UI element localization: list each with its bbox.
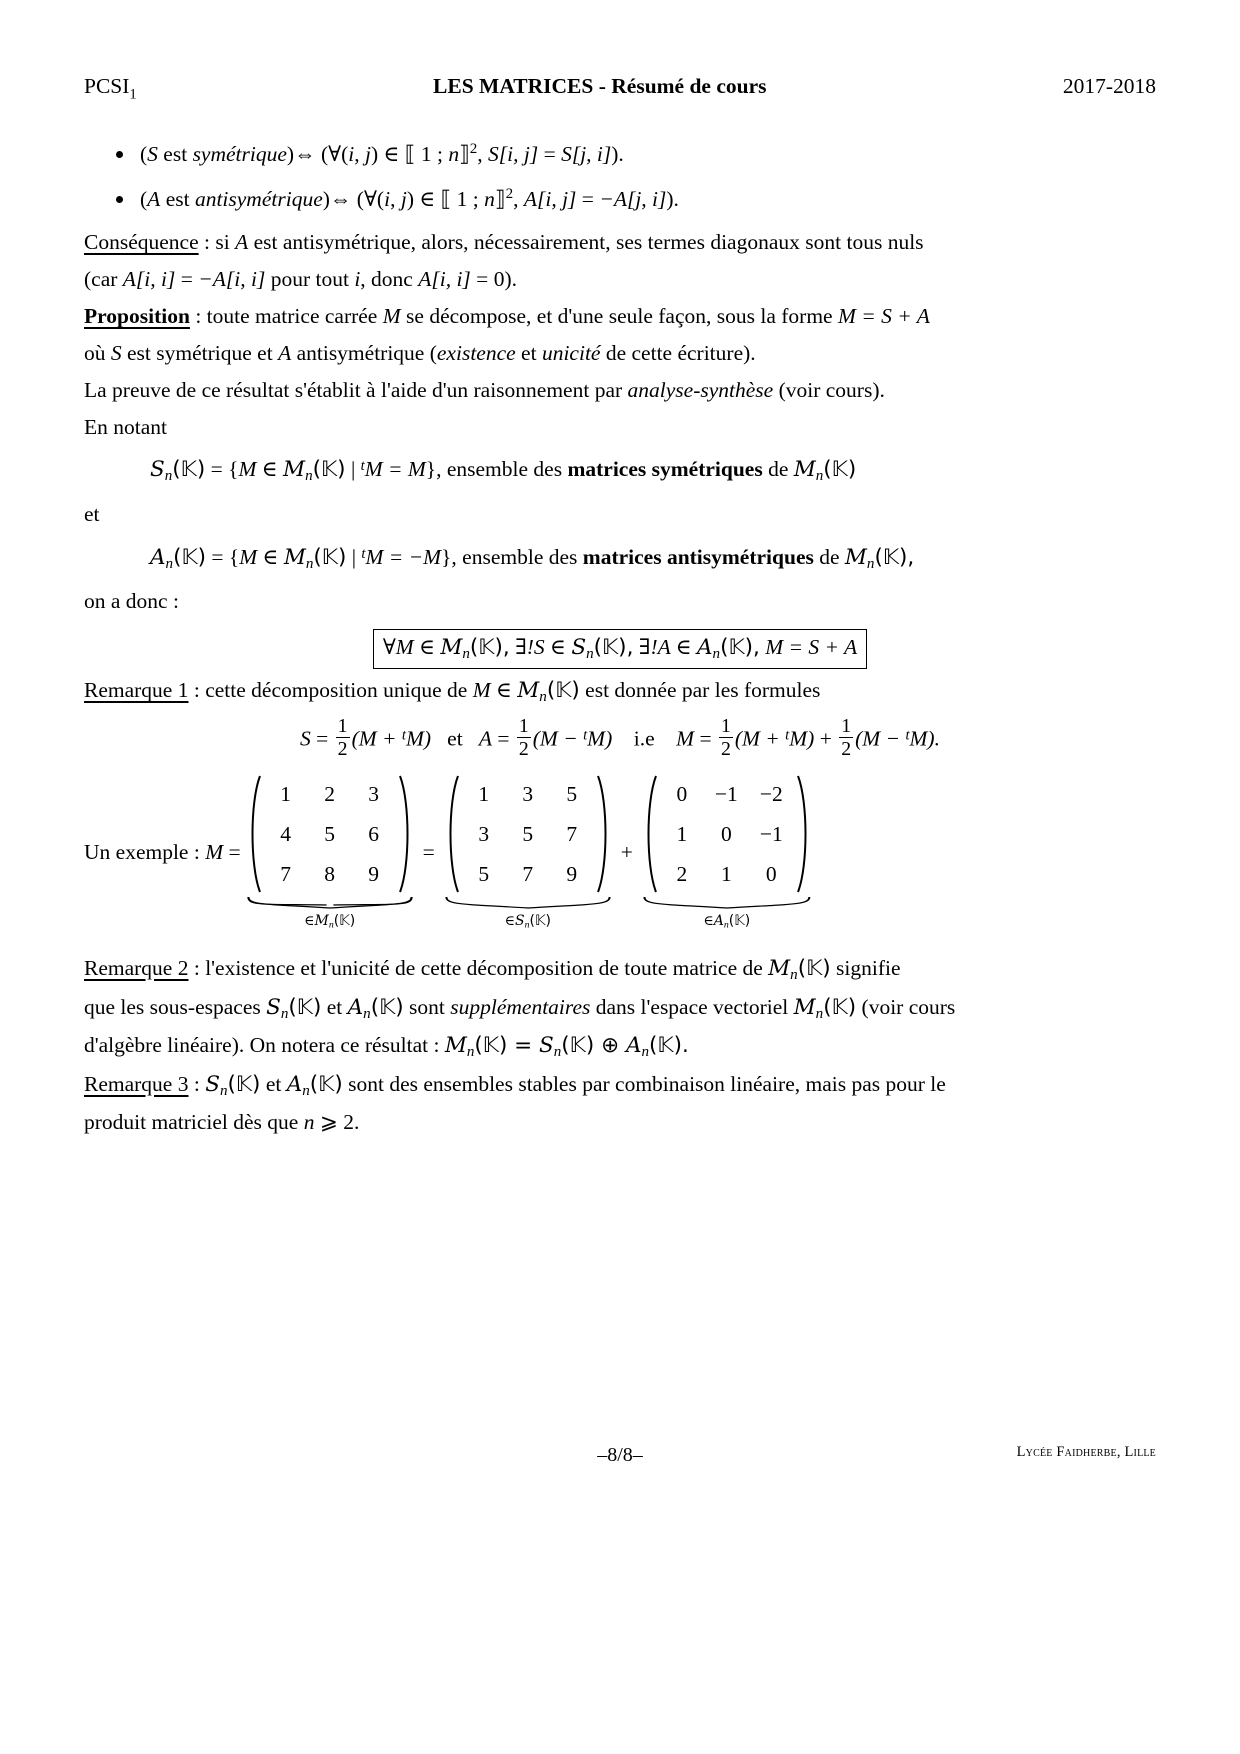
matrix-cell: −1 bbox=[714, 781, 738, 806]
header-title: LES MATRICES - Résumé de cours bbox=[433, 74, 767, 98]
matrix-cell: 3 bbox=[478, 821, 490, 846]
equals-operator: = bbox=[422, 840, 435, 865]
matrix-cell: 1 bbox=[478, 781, 490, 806]
matrix-A-group bbox=[641, 774, 813, 931]
matrix-cell: 0 bbox=[676, 781, 688, 806]
remarque2-paragraph-line3: d'algèbre linéaire). On notera ce résultat : $M_n(𝕂)$ = $S_n(𝕂)$ ⊕ $A_n(𝕂)$. bbox=[84, 1033, 689, 1061]
right-paren-icon bbox=[796, 774, 813, 894]
left-paren-icon bbox=[245, 774, 262, 894]
decomposition-formulas: S = $\frac{1}{2}$ (M + $^t$M) et A = $\frac{1}{2}$ (M − $^t$M) i.e M = $\frac{1}{2}$ (M + $^t$M) + $\frac{1}{2}$ (M − $^t$M). bbox=[300, 714, 940, 761]
matrix-cell: 1 bbox=[280, 781, 292, 806]
matrix-cell: 2 bbox=[324, 781, 336, 806]
matrix-M bbox=[245, 774, 415, 894]
list-item-symmetric bbox=[84, 132, 1156, 177]
document-page bbox=[84, 0, 1156, 1754]
table-row bbox=[462, 814, 594, 854]
proposition-paragraph-line2: où S est symétrique et A antisymétrique (existence et unicité de cette écriture). bbox=[84, 340, 756, 365]
remarque2-paragraph: Remarque 2 : l'existence et l'unicité de cette décomposition de toute matrice de $M_n(𝕂)$ signifie bbox=[84, 955, 901, 984]
bullet-symmetric-text: (S est symétrique)⇔ (∀(i, j) ∈ ⟦ 1 ; n⟧$^2$, S[i, j] = S[j, i]). bbox=[140, 141, 624, 166]
matrix-cell: 1 bbox=[676, 821, 688, 846]
left-paren-icon bbox=[641, 774, 658, 894]
matrix-cell: 6 bbox=[368, 821, 380, 846]
remarque3-label: Remarque 3 bbox=[84, 1071, 189, 1096]
header-course-code: $PCSI_1$ bbox=[84, 74, 137, 103]
remarque1-paragraph: Remarque 1 : cette décomposition unique de M ∈ $M_n(𝕂)$ est donnée par les formules bbox=[84, 678, 821, 706]
matrix-S-group bbox=[443, 774, 613, 931]
symmetric-set-definition: $S_n(𝕂) = \{M$ ∈ $M_n(𝕂)$ | $^t$M = M}, ensemble des matrices symétriques de $M_n(𝕂)$ bbox=[150, 457, 857, 485]
boxed-decomposition-formula: ∀M ∈ $M_n(𝕂)$, ∃!S ∈ $S_n(𝕂)$, ∃!A ∈ $A_n(𝕂)$, M = S + A bbox=[373, 629, 867, 670]
antisymmetric-set-definition: $A_n(𝕂) = \{M$ ∈ $M_n(𝕂)$ | $^t$M = −M}, ensemble des matrices antisymétriques de $M_n(𝕂)$, bbox=[150, 544, 915, 572]
bullet-dot-icon bbox=[116, 151, 123, 158]
boxed-formula-wrapper bbox=[84, 629, 1156, 670]
fraction-one-half: $\frac{1}{2}$ bbox=[337, 714, 348, 761]
proposition-paragraph: Proposition : toute matrice carrée M se décompose, et d'une seule façon, sous la forme M = S + A bbox=[84, 304, 930, 329]
table-row bbox=[462, 774, 594, 814]
underbrace-icon bbox=[641, 896, 813, 912]
matrix-cell: −1 bbox=[759, 821, 783, 846]
matrix-cell: 4 bbox=[280, 821, 292, 846]
matrix-cell: 5 bbox=[522, 821, 534, 846]
matrix-cell: 2 bbox=[676, 861, 688, 886]
consequence-paragraph: Conséquence : si A est antisymétrique, alors, nécessairement, ses termes diagonaux sont tous nuls bbox=[84, 230, 924, 255]
matrix-A bbox=[641, 774, 813, 894]
matrix-cell: 8 bbox=[324, 861, 336, 886]
proposition-label: Proposition bbox=[84, 304, 190, 329]
remarque1-label: Remarque 1 bbox=[84, 678, 189, 703]
matrix-M-membership-tag: $\in M_n(𝕂)$ bbox=[304, 913, 356, 931]
matrix-cell: 9 bbox=[368, 861, 380, 886]
right-paren-icon bbox=[596, 774, 613, 894]
consequence-paragraph-line2: (car A[i, i] = −A[i, i] pour tout i, donc A[i, i] = 0). bbox=[84, 267, 517, 292]
matrix-cell: 9 bbox=[566, 861, 578, 886]
matrix-S-membership-tag: $\in S_n(𝕂)$ bbox=[504, 913, 551, 931]
right-paren-icon bbox=[398, 774, 415, 894]
table-row bbox=[660, 814, 794, 854]
underbrace-icon bbox=[443, 896, 613, 912]
fraction-one-half: $\frac{1}{2}$ bbox=[518, 714, 529, 761]
matrix-cell: 5 bbox=[478, 861, 490, 886]
page-header bbox=[84, 74, 1156, 103]
plus-operator: + bbox=[620, 840, 633, 865]
matrix-cell: −2 bbox=[759, 781, 783, 806]
matrix-A-membership-tag: $\in A_n(𝕂)$ bbox=[703, 913, 751, 931]
footer-page-number: –8/8– bbox=[597, 1444, 643, 1466]
matrix-cell: 3 bbox=[368, 781, 380, 806]
matrix-S bbox=[443, 774, 613, 894]
on-a-donc-text: on a donc : bbox=[84, 588, 179, 613]
remarque2-label: Remarque 2 bbox=[84, 955, 189, 980]
matrix-cell: 5 bbox=[566, 781, 578, 806]
list-item-antisymmetric bbox=[84, 177, 1156, 222]
matrix-M-group bbox=[245, 774, 415, 931]
definition-bullet-list bbox=[84, 132, 1156, 221]
remarque3-paragraph: Remarque 3 : $S_n(𝕂)$ et $A_n(𝕂)$ sont des ensembles stables par combinaison linéaire, mais pas pour le bbox=[84, 1071, 946, 1099]
underbrace-icon bbox=[245, 896, 415, 912]
matrix-cell: 3 bbox=[522, 781, 534, 806]
header-course-subscript: 1 bbox=[129, 86, 137, 103]
matrix-cell: 0 bbox=[765, 861, 777, 886]
header-year: 2017-2018 bbox=[1062, 74, 1156, 98]
footer-institution: Lycée Faidherbe, Lille bbox=[1016, 1444, 1156, 1460]
matrix-example-row bbox=[84, 774, 1156, 931]
remarque2-paragraph-line2: que les sous-espaces $S_n(𝕂)$ et $A_n(𝕂)$ sont supplémentaires dans l'espace vectoriel $M_n(𝕂)$ (voir cours bbox=[84, 994, 956, 1022]
document-content bbox=[84, 132, 1156, 1142]
table-row bbox=[660, 774, 794, 814]
table-row bbox=[660, 854, 794, 894]
matrix-cell: 7 bbox=[280, 861, 292, 886]
consequence-label: Conséquence bbox=[84, 230, 199, 255]
table-row bbox=[462, 854, 594, 894]
matrix-cell: 0 bbox=[720, 821, 732, 846]
proof-note-paragraph: La preuve de ce résultat s'établit à l'aide d'un raisonnement par analyse-synthèse (voir cours). bbox=[84, 377, 885, 402]
table-row bbox=[264, 814, 396, 854]
page-footer bbox=[84, 1444, 1156, 1466]
matrix-cell: 1 bbox=[720, 861, 732, 886]
bullet-dot-icon bbox=[116, 196, 123, 203]
bullet-antisymmetric-text: (A est antisymétrique)⇔ (∀(i, j) ∈ ⟦ 1 ; n⟧$^2$, A[i, j] = −A[j, i]). bbox=[140, 185, 679, 211]
table-row bbox=[264, 774, 396, 814]
matrix-example-lead: Un exemple : M = bbox=[84, 840, 241, 865]
matrix-cell: 7 bbox=[566, 821, 578, 846]
fraction-one-half: $\frac{1}{2}$ bbox=[720, 714, 731, 761]
en-notant-paragraph: En notant bbox=[84, 414, 167, 439]
table-row bbox=[264, 854, 396, 894]
left-paren-icon bbox=[443, 774, 460, 894]
remarque3-paragraph-line2: produit matriciel dès que n ⩾ 2. bbox=[84, 1110, 360, 1135]
fraction-one-half: $\frac{1}{2}$ bbox=[841, 714, 852, 761]
matrix-cell: 5 bbox=[324, 821, 336, 846]
matrix-cell: 7 bbox=[522, 861, 534, 886]
et-connector: et bbox=[84, 501, 100, 526]
